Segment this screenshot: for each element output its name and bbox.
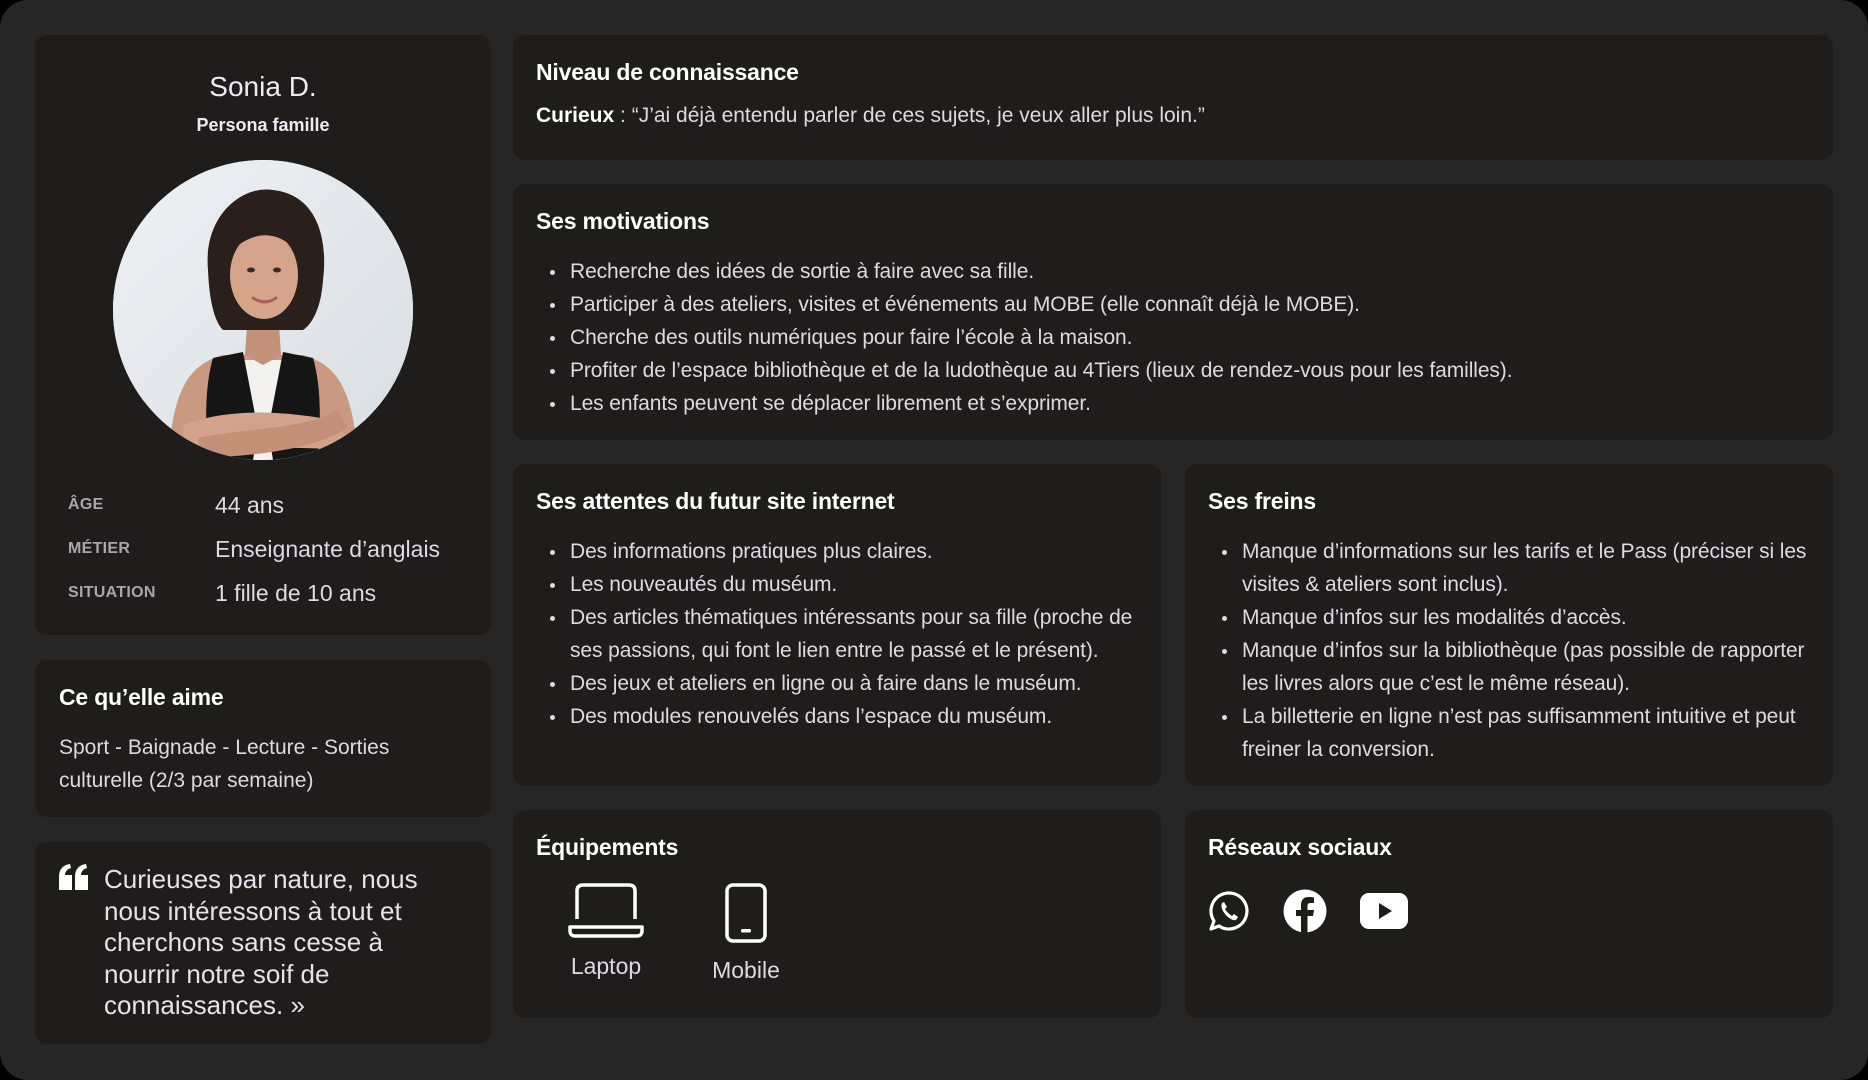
list-item: Manque d’informations sur les tarifs et le Pass (préciser si les visites & ateliers sont inclus). <box>1242 535 1810 601</box>
motivations-list <box>536 255 1810 420</box>
portrait-icon <box>113 160 413 460</box>
knowledge-title: Niveau de connaissance <box>536 59 799 85</box>
list-item: Cherche des outils numériques pour faire l’école à la maison. <box>570 321 1810 354</box>
list-item: Participer à des ateliers, visites et événements au MOBE (elle connaît déjà le MOBE). <box>570 288 1810 321</box>
expectations-card <box>513 464 1161 786</box>
expectations-list <box>536 535 1138 733</box>
avatar <box>113 160 413 460</box>
obstacles-title: Ses freins <box>1208 488 1316 514</box>
list-item: Des modules renouvelés dans l’espace du muséum. <box>570 700 1138 733</box>
equipment-title: Équipements <box>536 834 679 860</box>
equipment-card <box>513 810 1161 1018</box>
profile-card <box>35 35 491 635</box>
knowledge-line <box>536 104 1810 128</box>
knowledge-quote: “J’ai déjà entendu parler de ces sujets, je veux aller plus loin.” <box>631 104 1205 127</box>
persona-name: Sonia D. <box>209 71 317 102</box>
device-label: Mobile <box>712 957 780 983</box>
obstacles-card <box>1185 464 1833 786</box>
list-item: Manque d’infos sur les modalités d’accès. <box>1242 601 1810 634</box>
motivations-card <box>513 184 1833 440</box>
facts-list <box>68 483 468 615</box>
likes-title: Ce qu’elle aime <box>59 684 224 710</box>
fact-value: 1 fille de 10 ans <box>215 579 377 606</box>
list-item: Les enfants peuvent se déplacer librement et s’exprimer. <box>570 387 1810 420</box>
youtube-icon <box>1360 893 1408 929</box>
device-mobile <box>676 883 816 984</box>
persona-subtitle: Persona famille <box>196 115 330 135</box>
list-item: Les nouveautés du muséum. <box>570 568 1138 601</box>
fact-value: 44 ans <box>215 491 285 518</box>
expectations-title: Ses attentes du futur site internet <box>536 488 895 514</box>
mobile-icon <box>724 883 768 943</box>
quote-text: Curieuses par nature, nous nous intéressons à tout et cherchons sans cesse à nourrir notre soif de connaissances. » <box>104 864 418 1020</box>
list-item: La billetterie en ligne n’est pas suffisamment intuitive et peut freiner la conversion. <box>1242 700 1810 766</box>
fact-label: SITUATION <box>68 584 156 601</box>
device-laptop <box>536 883 676 984</box>
facebook-icon <box>1283 889 1327 933</box>
motivations-title: Ses motivations <box>536 208 710 234</box>
whatsapp-icon <box>1208 890 1250 932</box>
list-item: Des jeux et ateliers en ligne ou à faire dans le muséum. <box>570 667 1138 700</box>
knowledge-separator: : <box>614 104 632 127</box>
likes-card <box>35 660 491 817</box>
social-list <box>1208 889 1810 933</box>
fact-age <box>68 483 468 527</box>
quote-icon <box>59 864 89 890</box>
list-item: Manque d’infos sur la bibliothèque (pas possible de rapporter les livres alors que c’est le même réseau). <box>1242 634 1810 700</box>
knowledge-level: Curieux <box>536 104 615 127</box>
fact-label: MÉTIER <box>68 540 131 557</box>
fact-label: ÂGE <box>68 496 104 513</box>
social-networks-card <box>1185 810 1833 1018</box>
fact-value: Enseignante d’anglais <box>215 535 441 562</box>
likes-text: Sport - Baignade - Lecture - Sorties culturelle (2/3 par semaine) <box>59 736 390 792</box>
device-list <box>536 883 1138 984</box>
quote-card <box>35 842 491 1044</box>
knowledge-level-card <box>513 35 1833 160</box>
social-title: Réseaux sociaux <box>1208 834 1392 860</box>
laptop-icon <box>568 883 644 939</box>
list-item: Recherche des idées de sortie à faire avec sa fille. <box>570 255 1810 288</box>
device-label: Laptop <box>570 953 642 979</box>
list-item: Profiter de l’espace bibliothèque et de la ludothèque au 4Tiers (lieux de rendez-vous pour les familles). <box>570 354 1810 387</box>
fact-situation <box>68 571 468 615</box>
list-item: Des articles thématiques intéressants pour sa fille (proche de ses passions, qui font le lien entre le passé et le présent). <box>570 601 1138 667</box>
list-item: Des informations pratiques plus claires. <box>570 535 1138 568</box>
fact-job <box>68 527 468 571</box>
obstacles-list <box>1208 535 1810 766</box>
